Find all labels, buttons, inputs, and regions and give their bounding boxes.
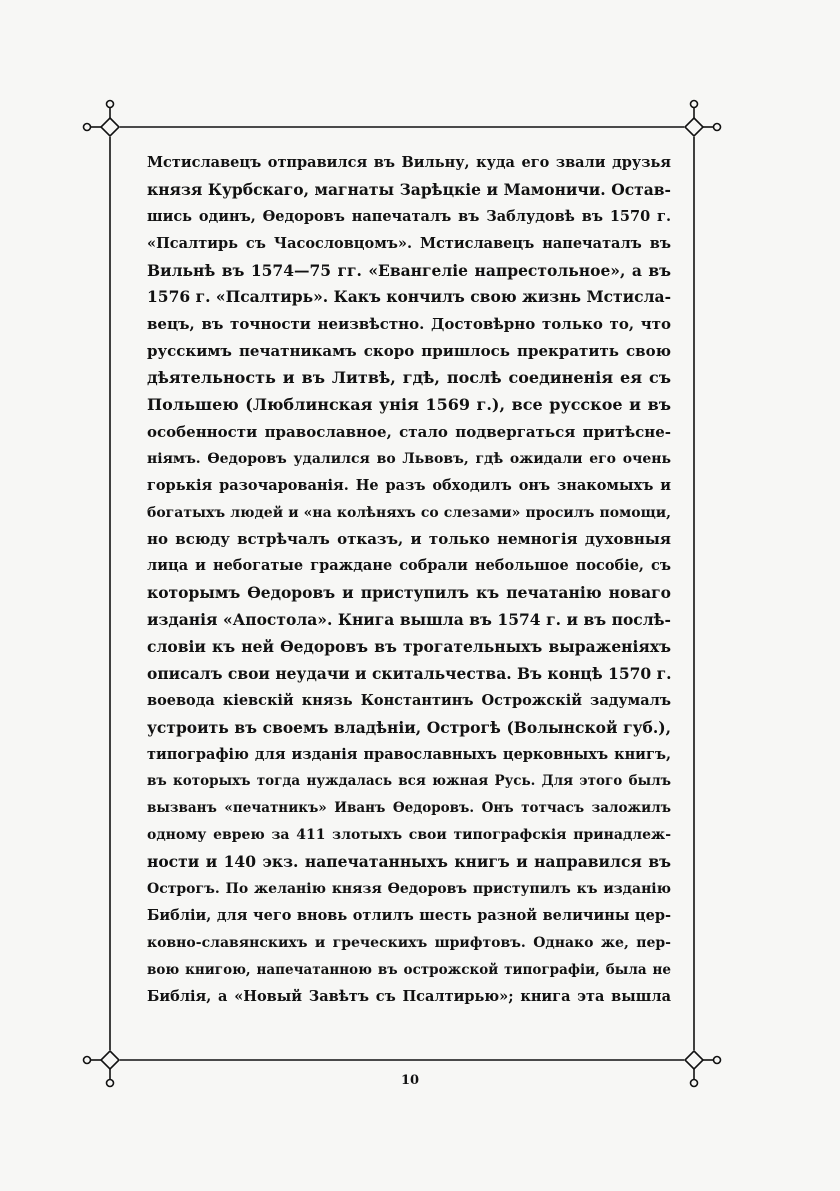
- text-line: вецъ, въ точности неизвѣстно. Достовѣрно только то, что: [147, 315, 671, 334]
- text-line: ніямъ. Өедоровъ удалился во Львовъ, гдѣ ожидали его очень: [147, 450, 671, 467]
- text-line: вызванъ «печатникъ» Иванъ Өедоровъ. Онъ тотчасъ заложилъ: [147, 800, 671, 817]
- corner-ornament-bottom-right: [685, 1051, 721, 1087]
- text-line: особенности православное, стало подвергаться притѣсне-: [147, 422, 671, 441]
- corner-ornament-top-right: [685, 101, 721, 137]
- text-line: которымъ Өедоровъ и приступилъ къ печатанію новаго: [147, 583, 671, 603]
- text-line: дѣятельность и въ Литвѣ, гдѣ, послѣ соединенія ея съ: [147, 368, 671, 388]
- text-line: Острогъ. По желанію князя Өедоровъ приступилъ къ изданію: [147, 881, 671, 898]
- text-line: лица и небогатые граждане собрали небольшое пособіе, съ: [147, 557, 671, 575]
- text-line: типографію для изданія православныхъ церковныхъ книгъ,: [147, 745, 671, 763]
- text-line: князя Курбскаго, магнаты Зарѣцкіе и Мамоничи. Остав-: [147, 179, 671, 199]
- text-line: богатыхъ людей и «на колѣняхъ со слезами» просилъ помощи,: [147, 504, 671, 521]
- text-line: одному еврею за 411 злотыхъ свои типографскія принадлеж-: [147, 827, 671, 844]
- corner-ornament-bottom-left: [84, 1051, 120, 1087]
- text-line: Польшею (Люблинская унія 1569 г.), все русское и въ: [147, 395, 671, 415]
- text-line: горькія разочарованія. Не разъ обходилъ онъ знакомыхъ и: [147, 476, 671, 494]
- text-line: 1576 г. «Псалтирь». Какъ кончилъ свою жизнь Мстисла-: [147, 287, 671, 307]
- text-line: въ которыхъ тогда нуждалась вся южная Русь. Для этого былъ: [147, 773, 671, 790]
- text-line: описалъ свои неудачи и скитальчества. Въ концѣ 1570 г.: [147, 663, 671, 683]
- text-line: Библія, а «Новый Завѣтъ съ Псалтирью»; книга эта вышла: [147, 987, 671, 1005]
- text-line: Вильнѣ въ 1574—75 гг. «Евангеліе напрестольное», а въ: [147, 260, 671, 280]
- text-line: устроить въ своемъ владѣніи, Острогѣ (Волынской губ.),: [147, 717, 671, 737]
- text-line: изданія «Апостола». Книга вышла въ 1574 г. и въ послѣ-: [147, 610, 671, 630]
- text-line: воевода кіевскій князь Константинъ Острожскій задумалъ: [147, 691, 671, 709]
- text-line: «Псалтирь съ Часословцомъ». Мстиславецъ напечаталъ въ: [147, 234, 671, 252]
- text-line: но всюду встрѣчалъ отказъ, и только немногія духовныя: [147, 530, 671, 549]
- text-line: русскимъ печатникамъ скоро пришлось прекратить свою: [147, 342, 671, 361]
- text-line: вою книгою, напечатанною въ острожской типографіи, была не: [147, 961, 671, 978]
- page-number: 10: [400, 1073, 420, 1088]
- text-line: ковно-славянскихъ и греческихъ шрифтовъ. Однако же, пер-: [147, 934, 671, 951]
- text-line: шись одинъ, Өедоровъ напечаталъ въ Заблудовѣ въ 1570 г.: [147, 207, 671, 225]
- text-line: ности и 140 экз. напечатанныхъ книгъ и направился въ: [147, 852, 671, 872]
- corner-ornament-top-left: [84, 101, 120, 137]
- text-line: Мстиславецъ отправился въ Вильну, куда его звали друзья: [147, 154, 671, 171]
- body-text: [147, 150, 671, 1011]
- text-line: Библіи, для чего вновь отлилъ шесть разной величины цер-: [147, 906, 671, 924]
- text-line: словіи къ ней Өедоровъ въ трогательныхъ выраженіяхъ: [147, 637, 671, 657]
